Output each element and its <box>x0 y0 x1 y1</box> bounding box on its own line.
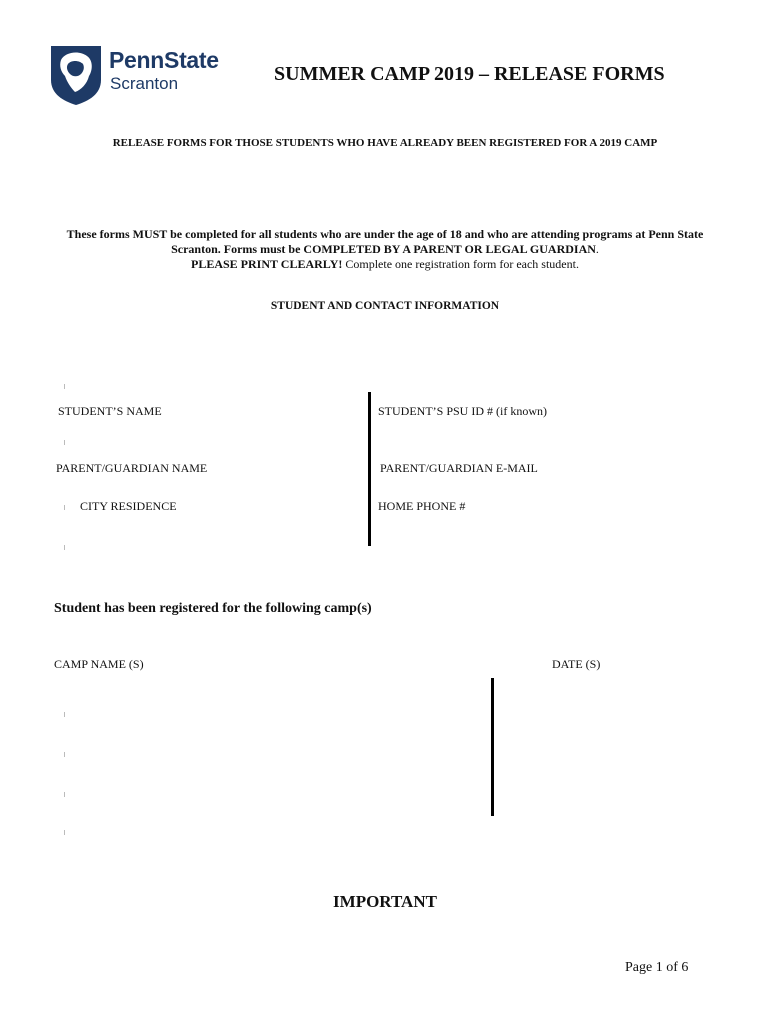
logo-campus: Scranton <box>110 74 179 93</box>
page-number: Page 1 of 6 <box>625 960 689 975</box>
city-residence-field[interactable]: CITY RESIDENCE <box>80 499 177 513</box>
logo-wordmark: PennState <box>109 47 219 73</box>
instructions-bold-2: PLEASE PRINT CLEARLY! <box>191 257 343 271</box>
camp-row-marker <box>64 712 65 717</box>
student-name-field[interactable]: STUDENT’S NAME <box>58 404 162 418</box>
psu-id-field[interactable]: STUDENT’S PSU ID # (if known) <box>378 404 547 418</box>
section-title: STUDENT AND CONTACT INFORMATION <box>270 300 500 312</box>
nittany-lion-shield-icon <box>49 44 103 106</box>
camp-row-marker <box>64 752 65 757</box>
date-column-header: DATE (S) <box>552 657 601 671</box>
camp-row-marker <box>64 830 65 835</box>
instructions-bold-1: These forms MUST be completed for all students who are under the age of 18 and who are attending programs at Penn State Scranton. Forms must be COMPLETED BY A PARENT OR LEGAL GUARDIAN <box>66 227 704 256</box>
field-marker <box>64 505 65 510</box>
field-marker <box>64 440 65 445</box>
camp-row-marker <box>64 792 65 797</box>
camp-column-divider <box>491 678 494 816</box>
parent-name-field[interactable]: PARENT/GUARDIAN NAME <box>56 461 208 475</box>
instructions-normal-2: Complete one registration form for each student. <box>342 257 579 271</box>
contact-column-divider <box>368 392 371 546</box>
instructions-normal-1: . <box>595 242 599 256</box>
parent-email-field[interactable]: PARENT/GUARDIAN E-MAIL <box>380 461 538 475</box>
registered-camps-heading: Student has been registered for the following camp(s) <box>54 601 372 616</box>
penn-state-scranton-logo <box>49 44 239 106</box>
home-phone-field[interactable]: HOME PHONE # <box>378 499 466 513</box>
field-marker <box>64 545 65 550</box>
page-title: SUMMER CAMP 2019 – RELEASE FORMS <box>274 63 665 85</box>
field-marker <box>64 384 65 389</box>
instructions-paragraph <box>60 227 710 272</box>
camp-name-column-header: CAMP NAME (S) <box>54 657 144 671</box>
page-subtitle: RELEASE FORMS FOR THOSE STUDENTS WHO HAVE ALREADY BEEN REGISTERED FOR A 2019 CAMP <box>112 137 658 149</box>
important-heading: IMPORTANT <box>333 892 437 911</box>
